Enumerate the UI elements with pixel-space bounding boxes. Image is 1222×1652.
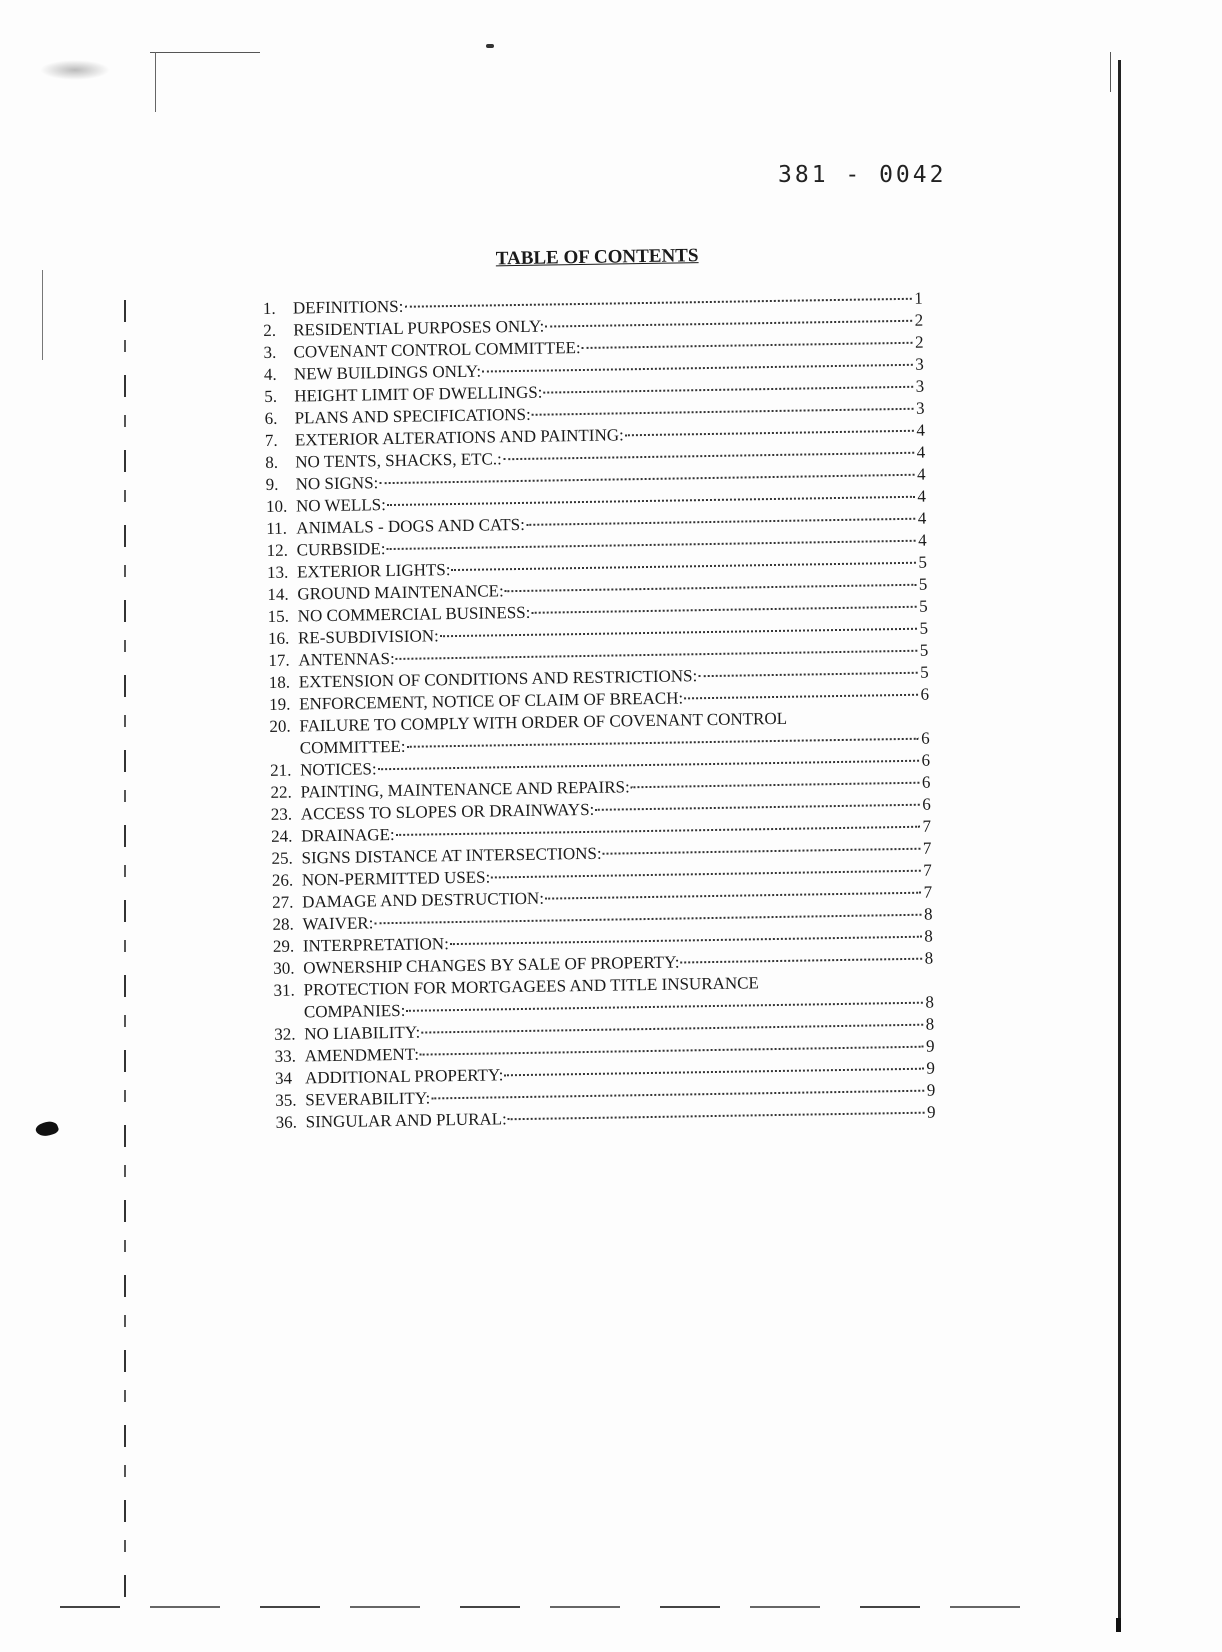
toc-entry-title: ANTENNAS: [298,648,395,670]
toc-entry-number: 29. [272,936,295,956]
toc-entry-title: EXTENSION OF CONDITIONS AND RESTRICTIONS: [298,666,698,692]
toc-entry-title: CURBSIDE: [296,539,386,560]
toc-entry-number: 20. [269,716,291,736]
toc-entry-page: 6 [920,684,930,704]
toc-entry-title: SIGNS DISTANCE AT INTERSECTIONS: [301,843,602,868]
toc-entry-number: 19. [268,694,291,714]
toc-entry-page: 6 [922,794,931,814]
toc-entry-title: RE-SUBDIVISION: [297,626,439,648]
toc-entry-title: EXTERIOR LIGHTS: [296,560,451,582]
toc-entry-page: 1 [914,288,923,308]
toc-entry-title-continued: COMMITTEE: [299,736,406,758]
toc-entry-number: 1. [262,298,276,318]
toc-entry-page: 5 [919,618,929,638]
toc-entry-number: 22. [270,782,292,802]
toc-entry-title: SINGULAR AND PLURAL: [305,1109,507,1132]
toc-entry-number: 36. [275,1112,298,1132]
scan-noise [40,60,110,80]
toc-entry-title: COVENANT CONTROL COMMITTEE: [293,338,581,362]
toc-entry-page: 2 [914,332,924,352]
toc-entry-title: NO WELLS: [295,495,387,516]
toc-entry-number: 21. [269,760,292,780]
toc-entry-number: 30. [273,958,295,978]
toc-entry-number: 31. [273,980,295,1000]
scan-bottom-streak [60,1606,1060,1608]
toc-entry-title: WAIVER: [302,913,374,934]
toc-entry-page: 4 [917,530,927,550]
toc-entry-title: NOTICES: [299,759,377,780]
toc-entry-title: HEIGHT LIMIT OF DWELLINGS: [294,382,543,406]
toc-entry-title: ENFORCEMENT, NOTICE OF CLAIM OF BREACH: [298,688,684,714]
toc-entry-title: OWNERSHIP CHANGES BY SALE OF PROPERTY: [303,952,680,978]
toc-entry-number: 33. [274,1046,297,1066]
toc-entry-page: 7 [922,816,932,836]
toc-entry-page: 5 [919,640,929,660]
toc-entry-page: 9 [926,1102,936,1122]
toc-entry-number: 10. [265,496,288,516]
toc-entry-page: 4 [917,486,927,506]
toc-entry-page: 8 [925,992,935,1012]
document-number: 381 - 0042 [778,162,947,188]
toc-entry-title: DAMAGE AND DESTRUCTION: [302,888,545,912]
toc-entry-number: 4. [263,364,277,384]
toc-heading: TABLE OF CONTENTS [495,245,699,270]
toc-entry-title-continued: COMPANIES: [303,1000,406,1022]
toc-entry-title: NEW BUILDINGS ONLY: [293,361,482,384]
toc-entry-page: 5 [918,596,928,616]
toc-entry-number: 11. [266,518,288,538]
toc-entry-page: 3 [915,398,925,418]
toc-entry-number: 25. [271,848,293,868]
scan-edge-mark [1110,52,1111,92]
toc-entry-number: 35. [275,1090,297,1110]
toc-entry-number: 34 [274,1068,293,1088]
toc-entry-page: 7 [922,838,932,858]
toc-entry-number: 24. [271,826,293,846]
toc-entry-title: NO SIGNS: [295,473,379,494]
toc-entry-number: 18. [268,672,291,692]
toc-entry-title: NO COMMERCIAL BUSINESS: [297,602,531,626]
toc-entry-page: 4 [916,464,926,484]
toc-entry-page: 9 [926,1080,936,1100]
toc-entry-page: 7 [923,882,933,902]
toc-entry-title: INTERPRETATION: [302,934,450,956]
toc-entry-page: 9 [926,1058,936,1078]
toc-entry-page: 8 [925,1014,935,1034]
toc-entry-title: RESIDENTIAL PURPOSES ONLY: [293,316,545,340]
toc-entry-number: 8. [265,452,279,472]
toc-entry-page: 3 [915,354,924,374]
toc-dot-leader [404,284,912,308]
toc-entry-page: 8 [924,948,934,968]
toc-entry-title: PAINTING, MAINTENANCE AND REPAIRS: [300,777,630,802]
toc-dot-leader [698,658,918,677]
toc-entry-number: 23. [270,804,293,824]
toc-entry-title: AMENDMENT: [304,1044,420,1066]
toc-entry-title: DRAINAGE: [301,824,395,846]
toc-entry-title: PLANS AND SPECIFICATIONS: [294,404,531,428]
toc-entry-number: 12. [266,540,289,560]
toc-entry-title: ADDITIONAL PROPERTY: [304,1065,504,1088]
toc-entry-page: 3 [915,376,925,396]
toc-entry-number: 32. [274,1024,296,1044]
ink-blot [34,1119,59,1140]
toc-entry-title: GROUND MAINTENANCE: [297,581,504,604]
scan-edge-mark [42,270,43,360]
toc-dot-leader [684,680,918,700]
toc-entry-page: 9 [925,1036,935,1056]
toc-entry-number: 9. [265,474,279,494]
toc-entry-number: 15. [267,606,290,626]
toc-entry-page: 6 [921,750,931,770]
toc-entry-page: 5 [918,552,928,572]
scan-edge-line-left [124,300,126,1600]
toc-entry-number: 7. [264,430,278,450]
toc-entry-page: 8 [924,926,933,946]
toc-entry-page: 2 [914,310,924,330]
toc-dot-leader [680,944,922,964]
table-of-contents [262,242,936,1134]
toc-dot-leader [631,768,920,789]
toc-entry-number: 5. [264,386,278,406]
toc-entry-title: NO LIABILITY: [304,1022,421,1044]
toc-entry-number: 27. [272,892,294,912]
toc-entry-number: 14. [267,584,289,604]
scan-edge-mark [1116,1618,1121,1632]
toc-entry-page: 6 [921,728,930,748]
toc-entry-title: PROTECTION FOR MORTGAGEES AND TITLE INSURANCE [303,973,760,1000]
toc-entry-number: 26. [271,870,294,890]
scan-edge-mark [155,52,156,112]
toc-entry-page: 4 [916,442,926,462]
toc-entry-title: ANIMALS - DOGS AND CATS: [296,514,526,538]
toc-entry-title: ACCESS TO SLOPES OR DRAINWAYS: [300,799,595,824]
toc-entry-page: 8 [923,904,933,924]
toc-entry-page: 4 [916,420,926,440]
toc-dot-leader [625,416,914,437]
toc-entry-page: 5 [920,662,929,682]
toc-entry-page: 6 [921,772,931,792]
toc-entry-title: DEFINITIONS: [292,296,404,318]
toc-entry-page: 7 [923,860,932,880]
toc-entry-title: NO TENTS, SHACKS, ETC.: [295,449,502,472]
scan-edge-line-right [1118,60,1121,1620]
toc-entry-number: 13. [266,562,289,582]
scan-speck [486,44,494,48]
scan-edge-mark [150,52,260,53]
toc-entry-number: 6. [264,408,278,428]
toc-entry-title: FAILURE TO COMPLY WITH ORDER OF COVENANT CONTROL [299,708,788,736]
toc-entry-number: 3. [263,342,277,362]
toc-entry-number: 17. [268,650,290,670]
toc-entry-page: 4 [917,508,927,528]
toc-entry-number: 2. [263,320,277,340]
toc-entry-number: 28. [272,914,294,934]
toc-entry-number: 16. [267,628,290,648]
toc-entry-title: NON-PERMITTED USES: [301,867,491,890]
toc-entry-title: SEVERABILITY: [305,1088,431,1110]
toc-entry-page: 5 [918,574,928,594]
toc-list [263,288,936,1134]
toc-entry-title: EXTERIOR ALTERATIONS AND PAINTING: [294,425,624,450]
